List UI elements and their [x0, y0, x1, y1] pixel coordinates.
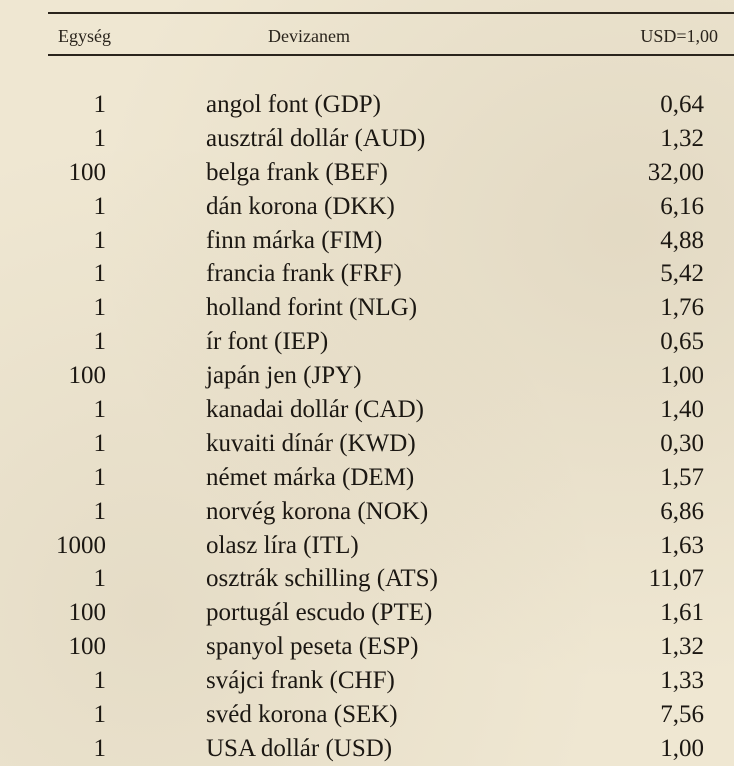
rate-cell: 32,00	[647, 158, 704, 186]
unit-cell: 1	[93, 260, 106, 288]
currency-cell: portugál escudo (PTE)	[206, 599, 433, 627]
table-row	[0, 325, 734, 359]
table-row	[0, 562, 734, 596]
currency-cell: holland forint (NLG)	[206, 294, 418, 322]
table-row	[0, 88, 734, 122]
table-row	[0, 156, 734, 190]
unit-cell: 1	[93, 226, 106, 254]
currency-cell: ír font (IEP)	[206, 328, 329, 356]
rate-cell: 1,00	[660, 362, 704, 390]
table-row	[0, 393, 734, 427]
table-row	[0, 291, 734, 325]
currency-cell: ausztrál dollár (AUD)	[206, 124, 426, 152]
rate-cell: 1,63	[660, 531, 704, 559]
table-row	[0, 190, 734, 224]
unit-cell: 1	[93, 565, 106, 593]
currency-cell: francia frank (FRF)	[206, 260, 402, 288]
rate-cell: 1,00	[660, 734, 704, 762]
rate-cell: 6,86	[660, 497, 704, 525]
currency-cell: svéd korona (SEK)	[206, 701, 398, 729]
header-currency: Devizanem	[268, 26, 350, 46]
unit-cell: 100	[68, 599, 106, 627]
rate-cell: 1,32	[660, 633, 704, 661]
header-rate: USD=1,00	[640, 26, 718, 46]
unit-cell: 1	[93, 91, 106, 118]
currency-cell: svájci frank (CHF)	[206, 667, 395, 695]
currency-cell: osztrák schilling (ATS)	[206, 565, 438, 593]
unit-cell: 1	[93, 497, 106, 525]
currency-cell: kanadai dollár (CAD)	[206, 396, 424, 424]
table-row	[0, 461, 734, 495]
table-row	[0, 698, 734, 732]
unit-cell: 1000	[56, 531, 106, 559]
rate-cell: 0,30	[660, 429, 704, 457]
rate-cell: 7,56	[660, 701, 704, 729]
rate-cell: 4,88	[660, 226, 704, 254]
unit-cell: 1	[93, 328, 106, 356]
rate-cell: 6,16	[660, 192, 704, 220]
table-top-rule	[48, 12, 734, 14]
table-row	[0, 596, 734, 630]
table-row	[0, 664, 734, 698]
currency-cell: spanyol peseta (ESP)	[206, 633, 419, 661]
table-body	[0, 88, 734, 766]
currency-cell: olasz líra (ITL)	[206, 531, 359, 559]
table-row	[0, 257, 734, 291]
unit-cell: 1	[93, 294, 106, 322]
currency-cell: norvég korona (NOK)	[206, 497, 429, 525]
currency-cell: német márka (DEM)	[206, 463, 415, 491]
currency-cell: angol font (GDP)	[206, 91, 381, 118]
table-header-rule	[48, 54, 734, 56]
table-row	[0, 529, 734, 563]
unit-cell: 100	[68, 158, 106, 186]
rate-cell: 1,40	[660, 396, 704, 424]
table-row	[0, 359, 734, 393]
rate-cell: 0,64	[660, 91, 704, 118]
currency-cell: kuvaiti dínár (KWD)	[206, 429, 416, 457]
table-header	[0, 24, 734, 50]
unit-cell: 100	[68, 633, 106, 661]
unit-cell: 1	[93, 192, 106, 220]
rate-cell: 5,42	[660, 260, 704, 288]
currency-cell: japán jen (JPY)	[206, 362, 362, 390]
rate-cell: 0,65	[660, 328, 704, 356]
rate-cell: 1,61	[660, 599, 704, 627]
currency-cell: finn márka (FIM)	[206, 226, 383, 254]
unit-cell: 1	[93, 396, 106, 424]
unit-cell: 1	[93, 667, 106, 695]
rate-cell: 1,57	[660, 463, 704, 491]
table-row	[0, 122, 734, 156]
table-row	[0, 427, 734, 461]
currency-cell: USA dollár (USD)	[206, 734, 393, 762]
table-row	[0, 630, 734, 664]
currency-cell: belga frank (BEF)	[206, 158, 388, 186]
table-row	[0, 732, 734, 766]
rate-cell: 1,33	[660, 667, 704, 695]
unit-cell: 1	[93, 429, 106, 457]
unit-cell: 1	[93, 701, 106, 729]
unit-cell: 1	[93, 463, 106, 491]
rate-cell: 1,76	[660, 294, 704, 322]
rate-cell: 1,32	[660, 124, 704, 152]
rate-cell: 11,07	[648, 565, 704, 593]
unit-cell: 1	[93, 124, 106, 152]
unit-cell: 100	[68, 362, 106, 390]
table-row	[0, 224, 734, 258]
header-unit: Egység	[58, 26, 111, 46]
unit-cell: 1	[93, 734, 106, 762]
currency-cell: dán korona (DKK)	[206, 192, 395, 220]
table-row	[0, 495, 734, 529]
